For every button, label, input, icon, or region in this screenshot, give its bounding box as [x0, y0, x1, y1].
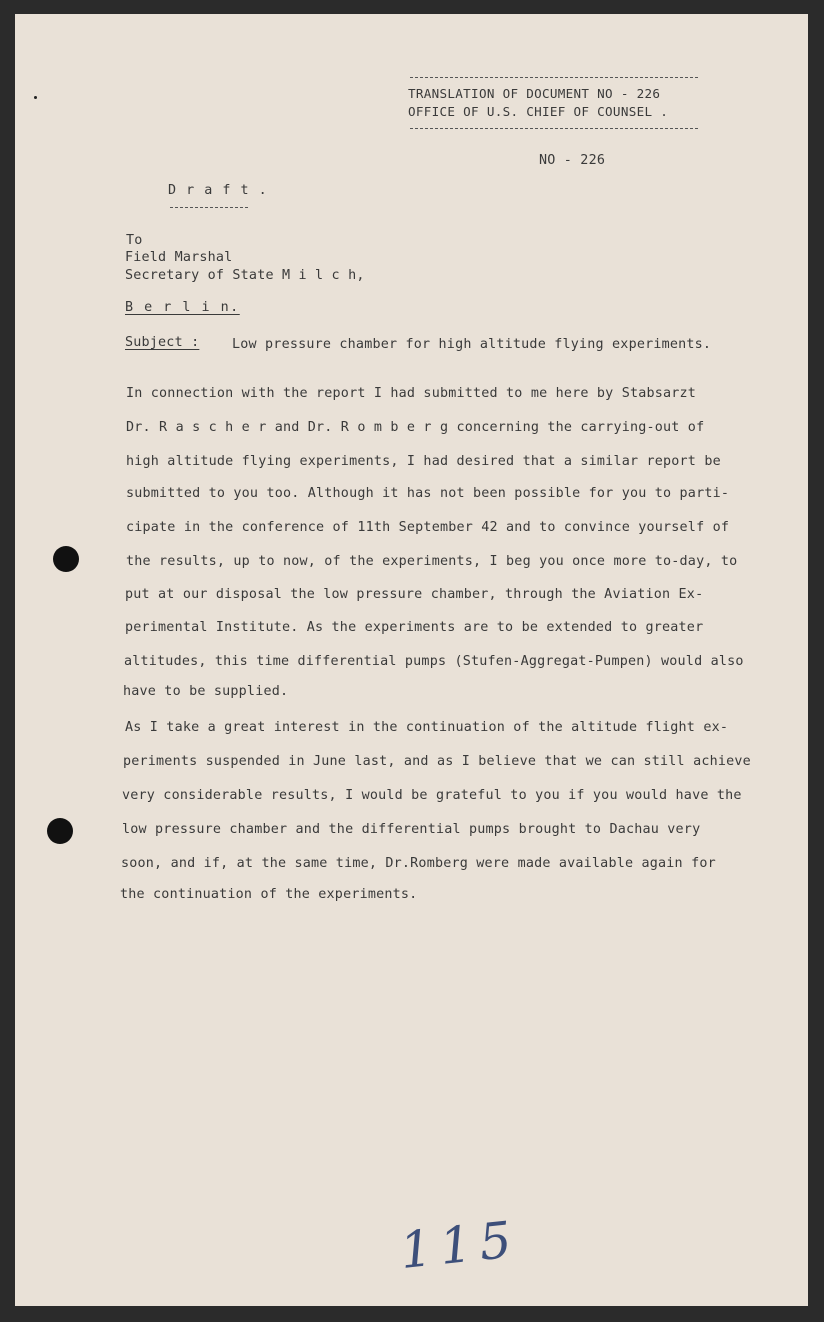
paragraph-2-line: As I take a great interest in the continuation of the altitude flight ex- [125, 720, 729, 735]
punch-hole-top [53, 546, 79, 572]
paragraph-1-line: the results, up to now, of the experiments, I beg you once more to-day, to [126, 554, 738, 569]
handwritten-page-number: 115 [397, 1209, 523, 1281]
header-rule-bottom [410, 128, 698, 129]
address-title: Secretary of State M i l c h, [125, 268, 365, 283]
ink-speck [34, 96, 37, 99]
draft-underline [170, 207, 248, 208]
header-translation-line: TRANSLATION OF DOCUMENT NO - 226 [408, 86, 661, 101]
paragraph-2-line: periments suspended in June last, and as I believe that we can still achieve [123, 754, 751, 769]
paragraph-1-line: Dr. R a s c h e r and Dr. R o m b e r g concerning the carrying-out of [126, 420, 705, 435]
document-number: NO - 226 [539, 153, 606, 168]
paragraph-1-line: cipate in the conference of 11th September 42 and to convince yourself of [126, 520, 730, 535]
paragraph-2-line: low pressure chamber and the differential pumps brought to Dachau very [122, 822, 701, 837]
subject-text: Low pressure chamber for high altitude flying experiments. [232, 337, 712, 352]
paragraph-1-line: high altitude flying experiments, I had desired that a similar report be [126, 454, 721, 469]
paragraph-2-line: very considerable results, I would be grateful to you if you would have the [122, 788, 742, 803]
address-city: B e r l i n. [125, 300, 240, 315]
paragraph-2-line: the continuation of the experiments. [120, 887, 418, 902]
header-rule-top [410, 77, 698, 78]
punch-hole-bottom [47, 818, 73, 844]
paragraph-1-line: have to be supplied. [123, 684, 289, 699]
paragraph-2-line: soon, and if, at the same time, Dr.Romberg were made available again for [121, 856, 716, 871]
paragraph-1-line: altitudes, this time differential pumps (Stufen-Aggregat-Pumpen) would also [124, 654, 744, 669]
paragraph-1-line: put at our disposal the low pressure chamber, through the Aviation Ex- [125, 587, 704, 602]
paragraph-1-line: perimental Institute. As the experiments are to be extended to greater [125, 620, 704, 635]
header-office-line: OFFICE OF U.S. CHIEF OF COUNSEL . [408, 104, 669, 119]
paragraph-1-line: In connection with the report I had submitted to me here by Stabsarzt [126, 386, 697, 401]
subject-label: Subject : [125, 335, 200, 350]
paragraph-1-line: submitted to you too. Although it has not been possible for you to parti- [126, 486, 730, 501]
address-to: To [126, 233, 143, 248]
draft-label: D r a f t . [168, 183, 268, 198]
document-page [15, 14, 808, 1306]
address-rank: Field Marshal [125, 250, 233, 265]
